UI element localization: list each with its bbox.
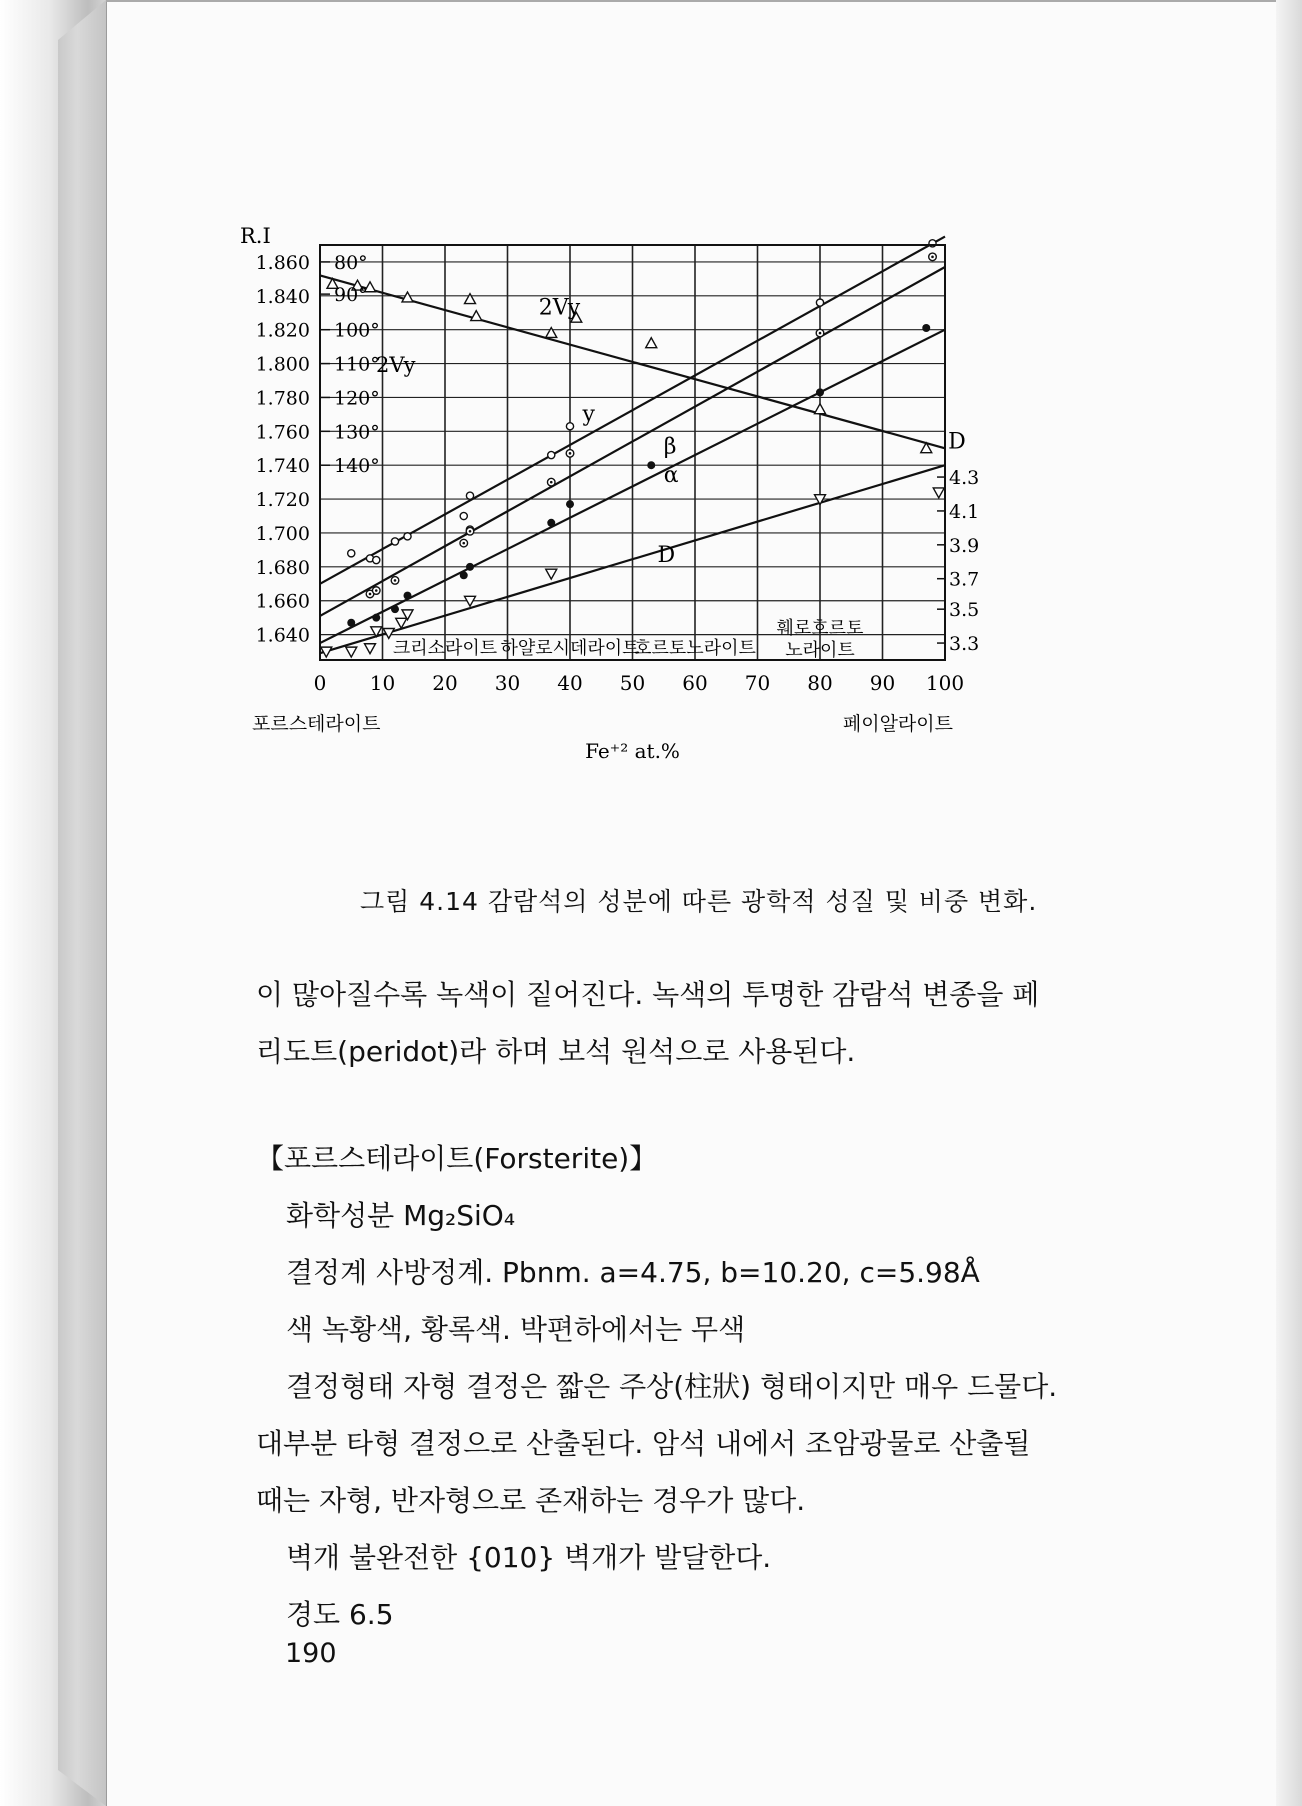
- ri-tick-label: 1.660: [255, 590, 310, 613]
- series-label: 2Vy: [538, 295, 581, 321]
- ri-tick-label: 1.840: [255, 285, 310, 308]
- density-tick-label: 4.1: [949, 500, 980, 523]
- habit-line: 때는 자형, 반자형으로 존재하는 경우가 많다.: [256, 1484, 806, 1517]
- formula-line: 화학성분 Mg₂SiO₄: [286, 1199, 516, 1232]
- vy-tick-label: 120°: [334, 387, 380, 410]
- hardness-line: 경도 6.5: [286, 1598, 394, 1631]
- open-circle-point: [460, 512, 467, 519]
- book-right-edge: [1276, 0, 1302, 1806]
- open-circle-point: [391, 538, 398, 545]
- triangle-down-point: [933, 488, 944, 498]
- filled-circle-point: [922, 324, 930, 332]
- vy-tick-label: 100°: [334, 319, 380, 342]
- open-circle-point: [404, 533, 411, 540]
- filled-circle-point: [372, 614, 380, 622]
- ri-tick-label: 1.640: [255, 624, 310, 647]
- series-label: y: [582, 402, 595, 428]
- section-heading: 【포르스테라이트(Forsterite)】: [256, 1142, 658, 1175]
- open-circle-point: [466, 492, 473, 499]
- x-axis-title: Fe⁺² at.%: [585, 739, 680, 763]
- density-tick-label: 3.5: [949, 599, 980, 622]
- page-number: 190: [285, 1638, 337, 1669]
- vy-tick-label: 110°: [334, 353, 380, 376]
- series-label: D: [657, 542, 676, 568]
- ri-tick-label: 1.700: [255, 522, 310, 545]
- chart-grid: [320, 245, 945, 660]
- dot-circle-center: [462, 542, 465, 545]
- filled-circle-point: [460, 571, 468, 579]
- triangle-down-point: [546, 569, 557, 579]
- open-circle-point: [816, 299, 823, 306]
- triangle-up-point: [546, 328, 557, 338]
- chart-labels: [256, 252, 980, 695]
- ri-tick-label: 1.760: [255, 421, 310, 444]
- filled-circle-point: [647, 461, 655, 469]
- vy-tick-label: 80°: [334, 251, 368, 274]
- filled-circle-point: [466, 563, 474, 571]
- open-circle-point: [566, 423, 573, 430]
- open-circle-point: [348, 550, 355, 557]
- figure-caption: 그림 4.14 감람석의 성분에 따른 광학적 성질 및 비중 변화.: [360, 887, 1038, 916]
- page-top-edge: [106, 0, 1276, 2]
- vy-tick-label: 140°: [334, 455, 380, 478]
- dot-circle-center: [375, 589, 378, 592]
- filled-circle-point: [547, 519, 555, 527]
- x-tick-label: 30: [494, 671, 521, 695]
- filled-circle-point: [566, 500, 574, 508]
- open-circle-point: [548, 451, 555, 458]
- x-tick-label: 0: [313, 671, 327, 695]
- triangle-down-point: [365, 644, 376, 654]
- dot-circle-center: [550, 481, 553, 484]
- vy-tick-label: 90°: [334, 284, 368, 307]
- paragraph-line: 리도트(peridot)라 하며 보석 원석으로 사용된다.: [256, 1035, 856, 1068]
- triangle-up-point: [646, 338, 657, 348]
- dot-circle-center: [394, 579, 397, 582]
- x-tick-label: 40: [557, 671, 583, 695]
- dot-circle-center: [569, 452, 572, 455]
- series-label: D: [948, 429, 966, 455]
- fayalite-end-label: 페이알라이트: [842, 713, 953, 735]
- habit-line: 결정형태 자형 결정은 짧은 주상(柱狀) 형태이지만 매우 드물다.: [286, 1370, 1058, 1403]
- ri-tick-label: 1.720: [255, 489, 310, 512]
- density-tick-label: 3.3: [949, 633, 980, 656]
- density-tick-label: 3.7: [949, 568, 980, 591]
- ri-axis-title: R.I: [240, 224, 271, 248]
- ri-tick-label: 1.780: [255, 387, 310, 410]
- density-tick-label: 4.3: [949, 467, 980, 490]
- open-circle-point: [373, 556, 380, 563]
- forsterite-end-label: 포르스테라이트: [252, 713, 381, 735]
- x-tick-label: 50: [619, 671, 646, 695]
- triangle-up-point: [815, 404, 826, 414]
- region-label: 크리소라이트: [392, 638, 498, 659]
- cleavage-line: 벽개 불완전한 {010} 벽개가 발달한다.: [286, 1541, 772, 1574]
- book-spine: [58, 0, 106, 1806]
- filled-circle-point: [816, 388, 824, 396]
- olivine-chart: [240, 220, 1120, 840]
- series-label: β: [663, 434, 677, 460]
- x-tick-label: 20: [432, 671, 458, 695]
- body-text: [256, 966, 1136, 1643]
- x-tick-label: 10: [369, 671, 396, 695]
- ri-tick-label: 1.740: [255, 455, 310, 478]
- ri-tick-label: 1.680: [255, 556, 310, 579]
- filled-circle-point: [391, 605, 399, 613]
- filled-circle-point: [404, 592, 412, 600]
- region-label: 훼로호르토: [776, 618, 864, 639]
- crystal-system-line: 결정계 사방정계. Pbnm. a=4.75, b=10.20, c=5.98Å: [286, 1256, 980, 1289]
- x-tick-label: 100: [925, 671, 965, 695]
- x-tick-label: 90: [869, 671, 896, 695]
- vy-tick-label: 130°: [334, 421, 380, 444]
- region-label: 하얄로시데라이트: [500, 638, 640, 659]
- habit-line: 대부분 타형 결정으로 산출된다. 암석 내에서 조암광물로 산출될: [256, 1427, 1031, 1460]
- region-label: 노라이트: [785, 640, 855, 661]
- triangle-up-point: [402, 292, 413, 302]
- density-tick-label: 3.9: [949, 534, 980, 557]
- x-tick-label: 70: [744, 671, 771, 695]
- dot-circle-center: [369, 593, 372, 596]
- dot-circle-center: [469, 530, 472, 533]
- color-line: 색 녹황색, 황록색. 박편하에서는 무색: [286, 1313, 746, 1346]
- region-label: 호르토노라이트: [634, 638, 756, 659]
- series-label: α: [663, 463, 679, 489]
- 2vy-axis-title: 2Vy: [376, 353, 416, 378]
- ri-tick-label: 1.820: [255, 319, 310, 342]
- filled-circle-point: [347, 619, 355, 627]
- ri-tick-label: 1.860: [255, 251, 310, 274]
- x-tick-label: 80: [807, 671, 833, 695]
- paragraph-line: 이 많아질수록 녹색이 짙어진다. 녹색의 투명한 감람석 변종을 페: [256, 978, 1040, 1011]
- triangle-up-point: [465, 294, 476, 304]
- dot-circle-center: [931, 256, 934, 259]
- dot-circle-center: [819, 332, 822, 335]
- triangle-down-point: [346, 647, 357, 657]
- triangle-up-point: [471, 311, 482, 321]
- ri-tick-label: 1.800: [255, 353, 310, 376]
- x-tick-label: 60: [682, 671, 708, 695]
